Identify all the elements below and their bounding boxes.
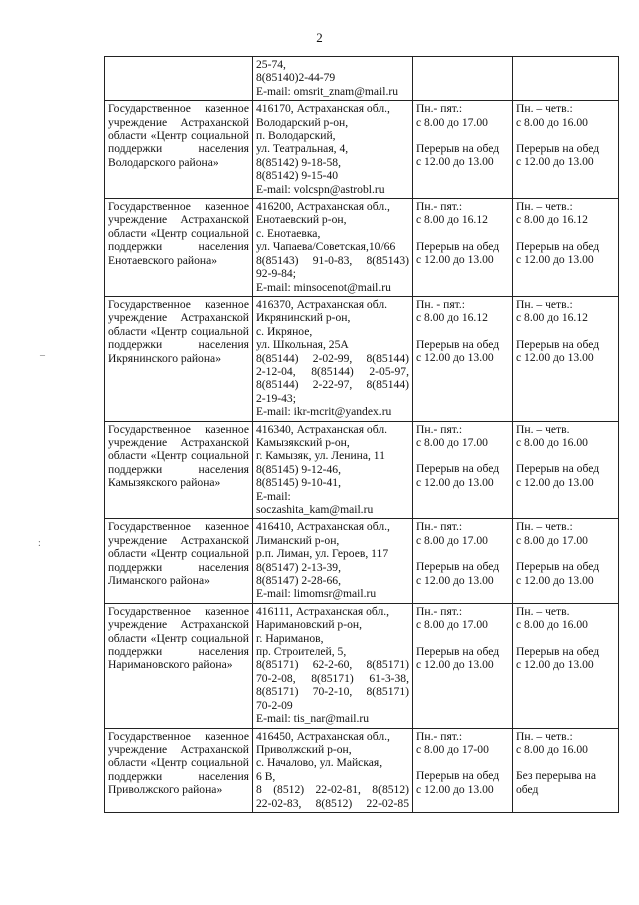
- address-line: 416370, Астраханская обл.: [256, 297, 388, 311]
- hours-line: с 8.00 до 17-00: [416, 742, 489, 756]
- address-cell: [253, 421, 413, 519]
- address-line: г. Камызяк, ул. Ленина, 11: [256, 449, 385, 463]
- address-line: пр. Строителей, 5,: [256, 645, 347, 659]
- address-line: 2-19-43;: [256, 391, 296, 405]
- address-line: Камызякский р-он,: [256, 435, 350, 449]
- hours-cell: [413, 519, 513, 603]
- institution-name-cell: Государственное казенное учреждение Астраханской области «Центр социальной поддержки населения Камызякского района»: [105, 421, 253, 519]
- address-line: 92-9-84;: [256, 267, 296, 281]
- hours-line: [516, 547, 615, 560]
- address-line: р.п. Лиман, ул. Героев, 117: [256, 547, 389, 561]
- hours-line: Пн.- пят.:: [416, 422, 463, 436]
- hours-cell: [513, 728, 619, 812]
- address-line: E-mail: volcspn@astrobl.ru: [256, 182, 385, 196]
- hours-cell: [413, 421, 513, 519]
- hours-line: с 12.00 до 13.00: [416, 351, 494, 365]
- hours-line: [516, 129, 615, 142]
- hours-line: Перерыв на обед: [416, 769, 500, 783]
- hours-line: с 12.00 до 13.00: [516, 253, 594, 267]
- hours-cell: [413, 603, 513, 728]
- address-line: Володарский р-он,: [256, 115, 349, 129]
- hours-line: [416, 632, 509, 645]
- hours-line: Пн. – четв.:: [516, 102, 573, 116]
- table-row: [105, 296, 619, 421]
- address-line: 8(85140)2-44-79: [256, 71, 336, 85]
- address-cell: [253, 101, 413, 199]
- address-line: 25-74,: [256, 58, 286, 71]
- hours-line: с 12.00 до 13.00: [416, 253, 494, 267]
- address-line: E-mail: minsocenot@mail.ru: [256, 280, 391, 294]
- address-line: ул. Школьная, 25А: [256, 338, 349, 352]
- table-row: [105, 101, 619, 199]
- address-line: с. Икряное,: [256, 324, 313, 338]
- address-line: 8(85147) 2-13-39,: [256, 560, 342, 574]
- hours-line: Пн.- пят.:: [416, 604, 463, 618]
- hours-line: Пн. – четв.: [516, 604, 570, 618]
- table-row: [105, 603, 619, 728]
- address-line: 8(85145) 9-10-41,: [256, 476, 342, 490]
- hours-line: с 8.00 до 16.12: [416, 213, 488, 227]
- hours-line: Перерыв на обед: [416, 142, 500, 156]
- hours-cell: [413, 101, 513, 199]
- hours-line: с 12.00 до 13.00: [416, 155, 494, 169]
- address-cell: [253, 296, 413, 421]
- institution-name-cell: Государственное казенное учреждение Астраханской области «Центр социальной поддержки населения Наримановского района»: [105, 603, 253, 728]
- hours-line: [416, 129, 509, 142]
- institution-name-cell: Государственное казенное учреждение Астраханской области «Центр социальной поддержки населения Приволжского района»: [105, 728, 253, 812]
- address-cell: [253, 199, 413, 297]
- hours-cell: [413, 57, 513, 101]
- hours-cell: [513, 199, 619, 297]
- institution-name-cell: Государственное казенное учреждение Астраханской области «Центр социальной поддержки населения Икрянинского района»: [105, 296, 253, 421]
- hours-line: Перерыв на обед: [416, 644, 500, 658]
- hours-line: с 8.00 до 17.00: [416, 618, 488, 632]
- address-line: E-mail: limomsr@mail.ru: [256, 587, 377, 601]
- address-line: Приволжский р-он,: [256, 742, 352, 756]
- hours-line: Пн. – четв.:: [516, 520, 573, 534]
- hours-line: Пн.- пят.:: [416, 729, 463, 743]
- hours-line: с 8.00 до 16.12: [516, 311, 588, 325]
- hours-line: Пн. - пят.:: [416, 297, 465, 311]
- table-row: [105, 199, 619, 297]
- address-line: Енотаевский р-он,: [256, 213, 347, 227]
- institution-name-cell: Государственное казенное учреждение Астраханской области «Центр социальной поддержки населения Лиманского района»: [105, 519, 253, 603]
- hours-line: с 12.00 до 13.00: [416, 782, 494, 796]
- page-number: 2: [316, 30, 323, 45]
- address-line: 8(85142) 9-18-58,: [256, 155, 342, 169]
- hours-line: с 12.00 до 13.00: [516, 475, 594, 489]
- hours-line: [416, 547, 509, 560]
- address-cell: [253, 728, 413, 812]
- address-line: 70-2-09: [256, 698, 293, 712]
- address-line: E-mail:: [256, 489, 291, 503]
- hours-cell: [513, 57, 619, 101]
- hours-cell: [413, 199, 513, 297]
- address-line: 416170, Астраханская обл.,: [256, 102, 390, 116]
- hours-line: [516, 449, 615, 462]
- hours-cell: [513, 421, 619, 519]
- address-line: с. Началово, ул. Майская,: [256, 756, 383, 770]
- address-line: soczashita_kam@mail.ru: [256, 503, 374, 516]
- hours-line: Перерыв на обед: [516, 337, 600, 351]
- address-line: п. Володарский,: [256, 129, 336, 143]
- hours-line: с 8.00 до 16.00: [516, 618, 588, 632]
- contacts-table: [104, 56, 619, 813]
- hours-line: с 8.00 до 16.00: [516, 435, 588, 449]
- address-line: 8(85143) 91-0-83, 8(85143): [256, 253, 409, 267]
- hours-line: с 12.00 до 13.00: [516, 155, 594, 169]
- hours-line: Перерыв на обед: [416, 560, 500, 574]
- hours-line: Пн.- пят.:: [416, 102, 463, 116]
- table-row: [105, 728, 619, 812]
- address-cell: [253, 603, 413, 728]
- address-line: 8(85144) 2-22-97, 8(85144): [256, 378, 409, 392]
- address-line: 416450, Астраханская обл.,: [256, 729, 390, 743]
- table-row: [105, 421, 619, 519]
- hours-line: [416, 227, 509, 240]
- address-line: ул. Чапаева/Советская,10/66: [256, 240, 396, 254]
- hours-line: Перерыв на обед: [416, 337, 500, 351]
- hours-line: Пн. – четв.:: [516, 297, 573, 311]
- hours-line: с 12.00 до 13.00: [416, 475, 494, 489]
- address-line: 416340, Астраханская обл.: [256, 422, 388, 436]
- hours-line: [416, 325, 509, 338]
- hours-line: Перерыв на обед: [516, 644, 600, 658]
- hours-line: с 8.00 до 17.00: [416, 533, 488, 547]
- hours-line: с 8.00 до 16.00: [516, 742, 588, 756]
- table-row: [105, 57, 619, 101]
- address-line: Икрянинский р-он,: [256, 311, 351, 325]
- address-line: 416410, Астраханская обл.,: [256, 520, 390, 534]
- hours-cell: [413, 728, 513, 812]
- address-line: 8(85144) 2-02-99, 8(85144): [256, 351, 409, 365]
- address-line: 8 (8512) 22-02-81, 8(8512): [256, 783, 409, 797]
- address-line: 8(85142) 9-15-40: [256, 169, 339, 183]
- address-line: 8(85171) 62-2-60, 8(85171): [256, 658, 409, 672]
- hours-line: Перерыв на обед: [516, 560, 600, 574]
- hours-line: Пн. – четв.:: [516, 729, 573, 743]
- hours-cell: [513, 101, 619, 199]
- hours-line: с 8.00 до 16.12: [416, 311, 488, 325]
- hours-line: с 8.00 до 17.00: [516, 533, 588, 547]
- hours-line: с 12.00 до 13.00: [516, 351, 594, 365]
- hours-line: Перерыв на обед: [516, 239, 600, 253]
- hours-line: с 8.00 до 17.00: [416, 435, 488, 449]
- table-row: [105, 519, 619, 603]
- address-line: 6 В,: [256, 769, 276, 783]
- address-line: ул. Театральная, 4,: [256, 142, 349, 156]
- hours-line: [416, 449, 509, 462]
- hours-cell: [513, 519, 619, 603]
- hours-line: Пн.- пят.:: [416, 520, 463, 534]
- hours-line: Пн. – четв.:: [516, 200, 573, 214]
- address-line: 8(85171) 70-2-10, 8(85171): [256, 685, 409, 699]
- address-line: E-mail: tis_nar@mail.ru: [256, 712, 370, 726]
- hours-line: с 8.00 до 16.12: [516, 213, 588, 227]
- hours-line: Перерыв на обед: [516, 142, 600, 156]
- institution-name-cell: [105, 57, 253, 101]
- margin-mark: :: [38, 538, 41, 549]
- hours-cell: [513, 603, 619, 728]
- address-line: Наримановский р-он,: [256, 618, 362, 632]
- hours-line: [516, 756, 615, 769]
- address-line: E-mail: omsrit_znam@mail.ru: [256, 84, 399, 98]
- hours-line: [516, 632, 615, 645]
- hours-line: [516, 227, 615, 240]
- address-line: 416200, Астраханская обл.,: [256, 200, 390, 214]
- address-cell: [253, 519, 413, 603]
- hours-line: с 12.00 до 13.00: [516, 658, 594, 672]
- address-line: 70-2-08, 8(85171) 61-3-38,: [256, 671, 409, 685]
- address-line: 8(85147) 2-28-66,: [256, 574, 342, 588]
- hours-line: с 12.00 до 13.00: [416, 658, 494, 672]
- address-line: E-mail: ikr-mcrit@yandex.ru: [256, 405, 392, 419]
- address-line: 2-12-04, 8(85144) 2-05-97,: [256, 364, 409, 378]
- hours-line: с 12.00 до 13.00: [416, 573, 494, 587]
- hours-line: Перерыв на обед: [416, 239, 500, 253]
- hours-cell: [513, 296, 619, 421]
- hours-line: Пн.- пят.:: [416, 200, 463, 214]
- institution-name-cell: Государственное казенное учреждение Астраханской области «Центр социальной поддержки населения Володарского района»: [105, 101, 253, 199]
- address-line: 22-02-83, 8(8512) 22-02-85: [256, 796, 409, 810]
- hours-line: Перерыв на обед: [416, 462, 500, 476]
- address-line: 416111, Астраханская обл.,: [256, 604, 390, 618]
- address-line: 8(85145) 9-12-46,: [256, 462, 342, 476]
- hours-line: обед: [516, 782, 539, 796]
- hours-line: [416, 756, 509, 769]
- address-line: г. Нариманов,: [256, 631, 324, 645]
- hours-line: Без перерыва на: [516, 769, 597, 783]
- hours-line: с 8.00 до 16.00: [516, 115, 588, 129]
- hours-line: с 12.00 до 13.00: [516, 573, 594, 587]
- address-cell: [253, 57, 413, 101]
- hours-line: с 8.00 до 17.00: [416, 115, 488, 129]
- institution-name-cell: Государственное казенное учреждение Астраханской области «Центр социальной поддержки населения Енотаевского района»: [105, 199, 253, 297]
- hours-line: [516, 325, 615, 338]
- hours-line: Пн. – четв.: [516, 422, 570, 436]
- hours-cell: [413, 296, 513, 421]
- margin-mark: –: [40, 350, 45, 361]
- address-line: Лиманский р-он,: [256, 533, 340, 547]
- hours-line: Перерыв на обед: [516, 462, 600, 476]
- address-line: с. Енотаевка,: [256, 226, 321, 240]
